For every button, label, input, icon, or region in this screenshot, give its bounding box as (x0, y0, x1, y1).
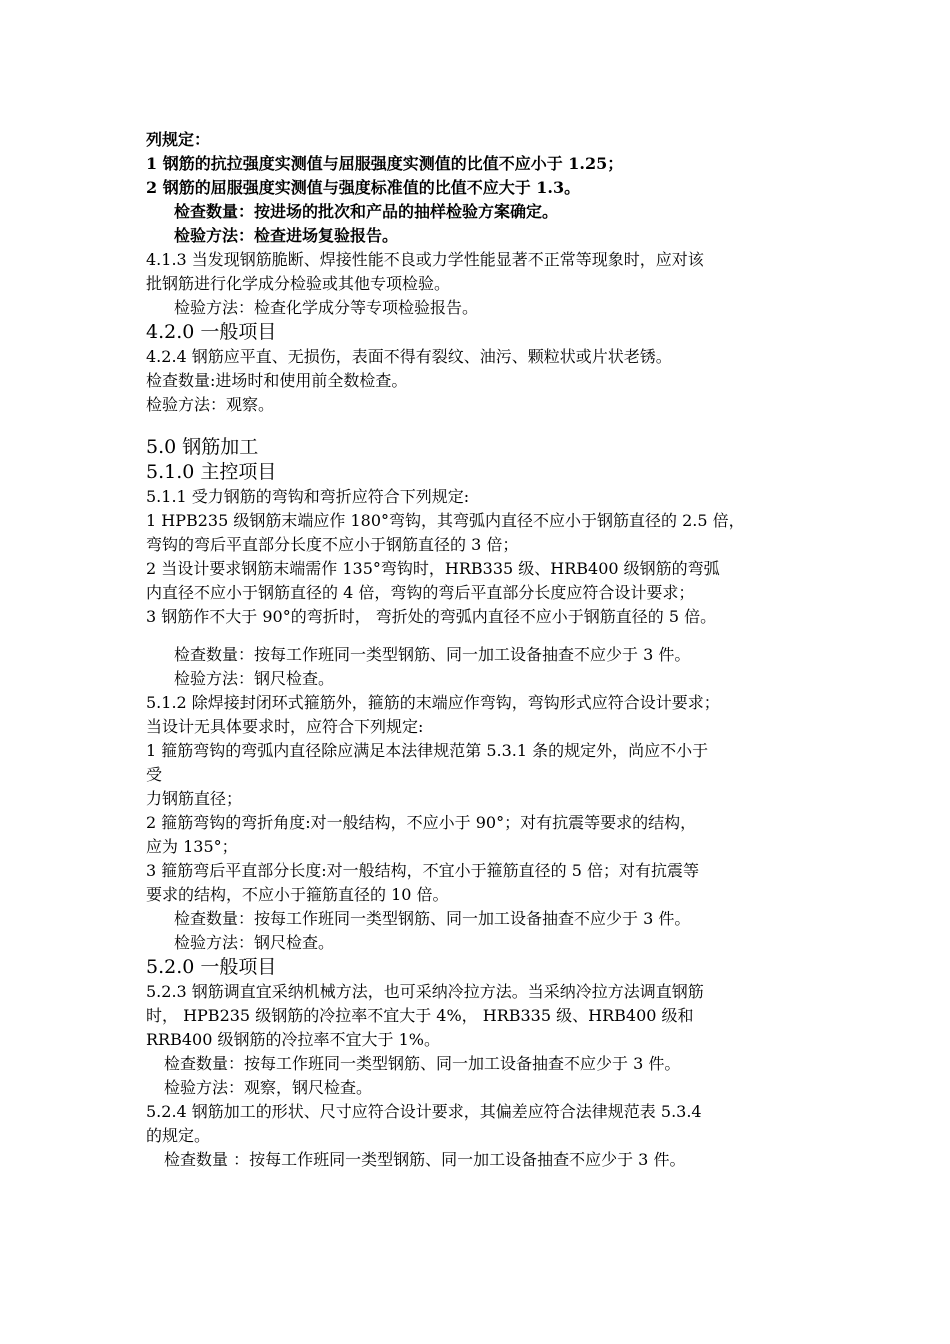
text-line: 1 钢筋的抗拉强度实测值与屈服强度实测值的比值不应小于 1.25； (146, 154, 624, 173)
text-line: 检验方法：检查进场复验报告。 (174, 226, 399, 245)
text-line: 2 钢筋的屈服强度实测值与强度标准值的比值不应大于 1.3。 (146, 178, 581, 197)
text-line: 受 (146, 765, 163, 784)
text-line: 1 HPB235 级钢筋末端应作 180°弯钩，其弯弧内直径不应小于钢筋直径的 2.5 倍， (146, 511, 745, 530)
text-line: 检验方法：观察。 (146, 395, 275, 414)
text-line: RRB400 级钢筋的冷拉率不宜大于 1%。 (146, 1030, 440, 1049)
section-heading: 5.2.0 一般项目 (146, 956, 277, 978)
text-line: 检验方法：检查化学成分等专项检验报告。 (174, 298, 479, 317)
text-line: 列规定： (146, 130, 211, 149)
section-heading: 4.2.0 一般项目 (146, 321, 277, 343)
text-line: 力钢筋直径； (146, 789, 243, 808)
text-line: 检查数量：按每工作班同一类型钢筋、同一加工设备抽查不应少于 3 件。 (164, 1054, 681, 1073)
text-line: 检验方法：观察，钢尺检查。 (164, 1078, 373, 1097)
section-heading: 5.1.0 主控项目 (146, 461, 277, 483)
text-line: 4.1.3 当发现钢筋脆断、焊接性能不良或力学性能显著不正常等现象时，应对该 (146, 250, 704, 269)
text-line: 检查数量:进场时和使用前全数检查。 (146, 371, 408, 390)
text-line: 弯钩的弯后平直部分长度不应小于钢筋直径的 3 倍； (146, 535, 519, 554)
text-line: 1 箍筋弯钩的弯弧内直径除应满足本法律规范第 5.3.1 条的规定外，尚应不小于 (146, 741, 709, 760)
text-line: 检查数量 ：按每工作班同一类型钢筋、同一加工设备抽查不应少于 3 件。 (164, 1150, 686, 1169)
text-line: 3 箍筋弯后平直部分长度:对一般结构，不宜小于箍筋直径的 5 倍；对有抗震等 (146, 861, 700, 880)
text-line: 4.2.4 钢筋应平直、无损伤，表面不得有裂纹、油污、颗粒状或片状老锈。 (146, 347, 672, 366)
text-line: 检查数量：按进场的批次和产品的抽样检验方案确定。 (174, 202, 559, 221)
text-line: 检查数量：按每工作班同一类型钢筋、同一加工设备抽查不应少于 3 件。 (174, 645, 691, 664)
document-body (146, 128, 816, 1172)
text-line: 2 箍筋弯钩的弯折角度:对一般结构，不应小于 90°；对有抗震等要求的结构， (146, 813, 697, 832)
text-line: 时， HPB235 级钢筋的冷拉率不宜大于 4%， HRB335 级、HRB400 级和 (146, 1006, 694, 1025)
text-line: 批钢筋进行化学成分检验或其他专项检验。 (146, 274, 451, 293)
text-line: 5.1.2 除焊接封闭环式箍筋外，箍筋的末端应作弯钩，弯钩形式应符合设计要求； (146, 693, 720, 712)
text-line: 内直径不应小于钢筋直径的 4 倍，弯钩的弯后平直部分长度应符合设计要求； (146, 583, 695, 602)
section-heading: 5.0 钢筋加工 (146, 436, 259, 458)
text-line: 5.2.3 钢筋调直宜采纳机械方法，也可采纳冷拉方法。当采纳冷拉方法调直钢筋 (146, 982, 704, 1001)
text-line: 检查数量：按每工作班同一类型钢筋、同一加工设备抽查不应少于 3 件。 (174, 909, 691, 928)
text-line: 应为 135°； (146, 837, 238, 856)
text-line: 当设计无具体要求时，应符合下列规定: (146, 717, 424, 736)
text-line: 检验方法：钢尺检查。 (174, 669, 335, 688)
text-line: 5.1.1 受力钢筋的弯钩和弯折应符合下列规定: (146, 487, 470, 506)
text-line: 要求的结构，不应小于箍筋直径的 10 倍。 (146, 885, 449, 904)
text-line: 3 钢筋作不大于 90°的弯折时， 弯折处的弯弧内直径不应小于钢筋直径的 5 倍。 (146, 607, 717, 626)
text-line: 的规定。 (146, 1126, 211, 1145)
text-line: 2 当设计要求钢筋末端需作 135°弯钩时，HRB335 级、HRB400 级钢筋的弯弧 (146, 559, 720, 578)
text-line: 检验方法：钢尺检查。 (174, 933, 335, 952)
text-line: 5.2.4 钢筋加工的形状、尺寸应符合设计要求，其偏差应符合法律规范表 5.3.4 (146, 1102, 702, 1121)
